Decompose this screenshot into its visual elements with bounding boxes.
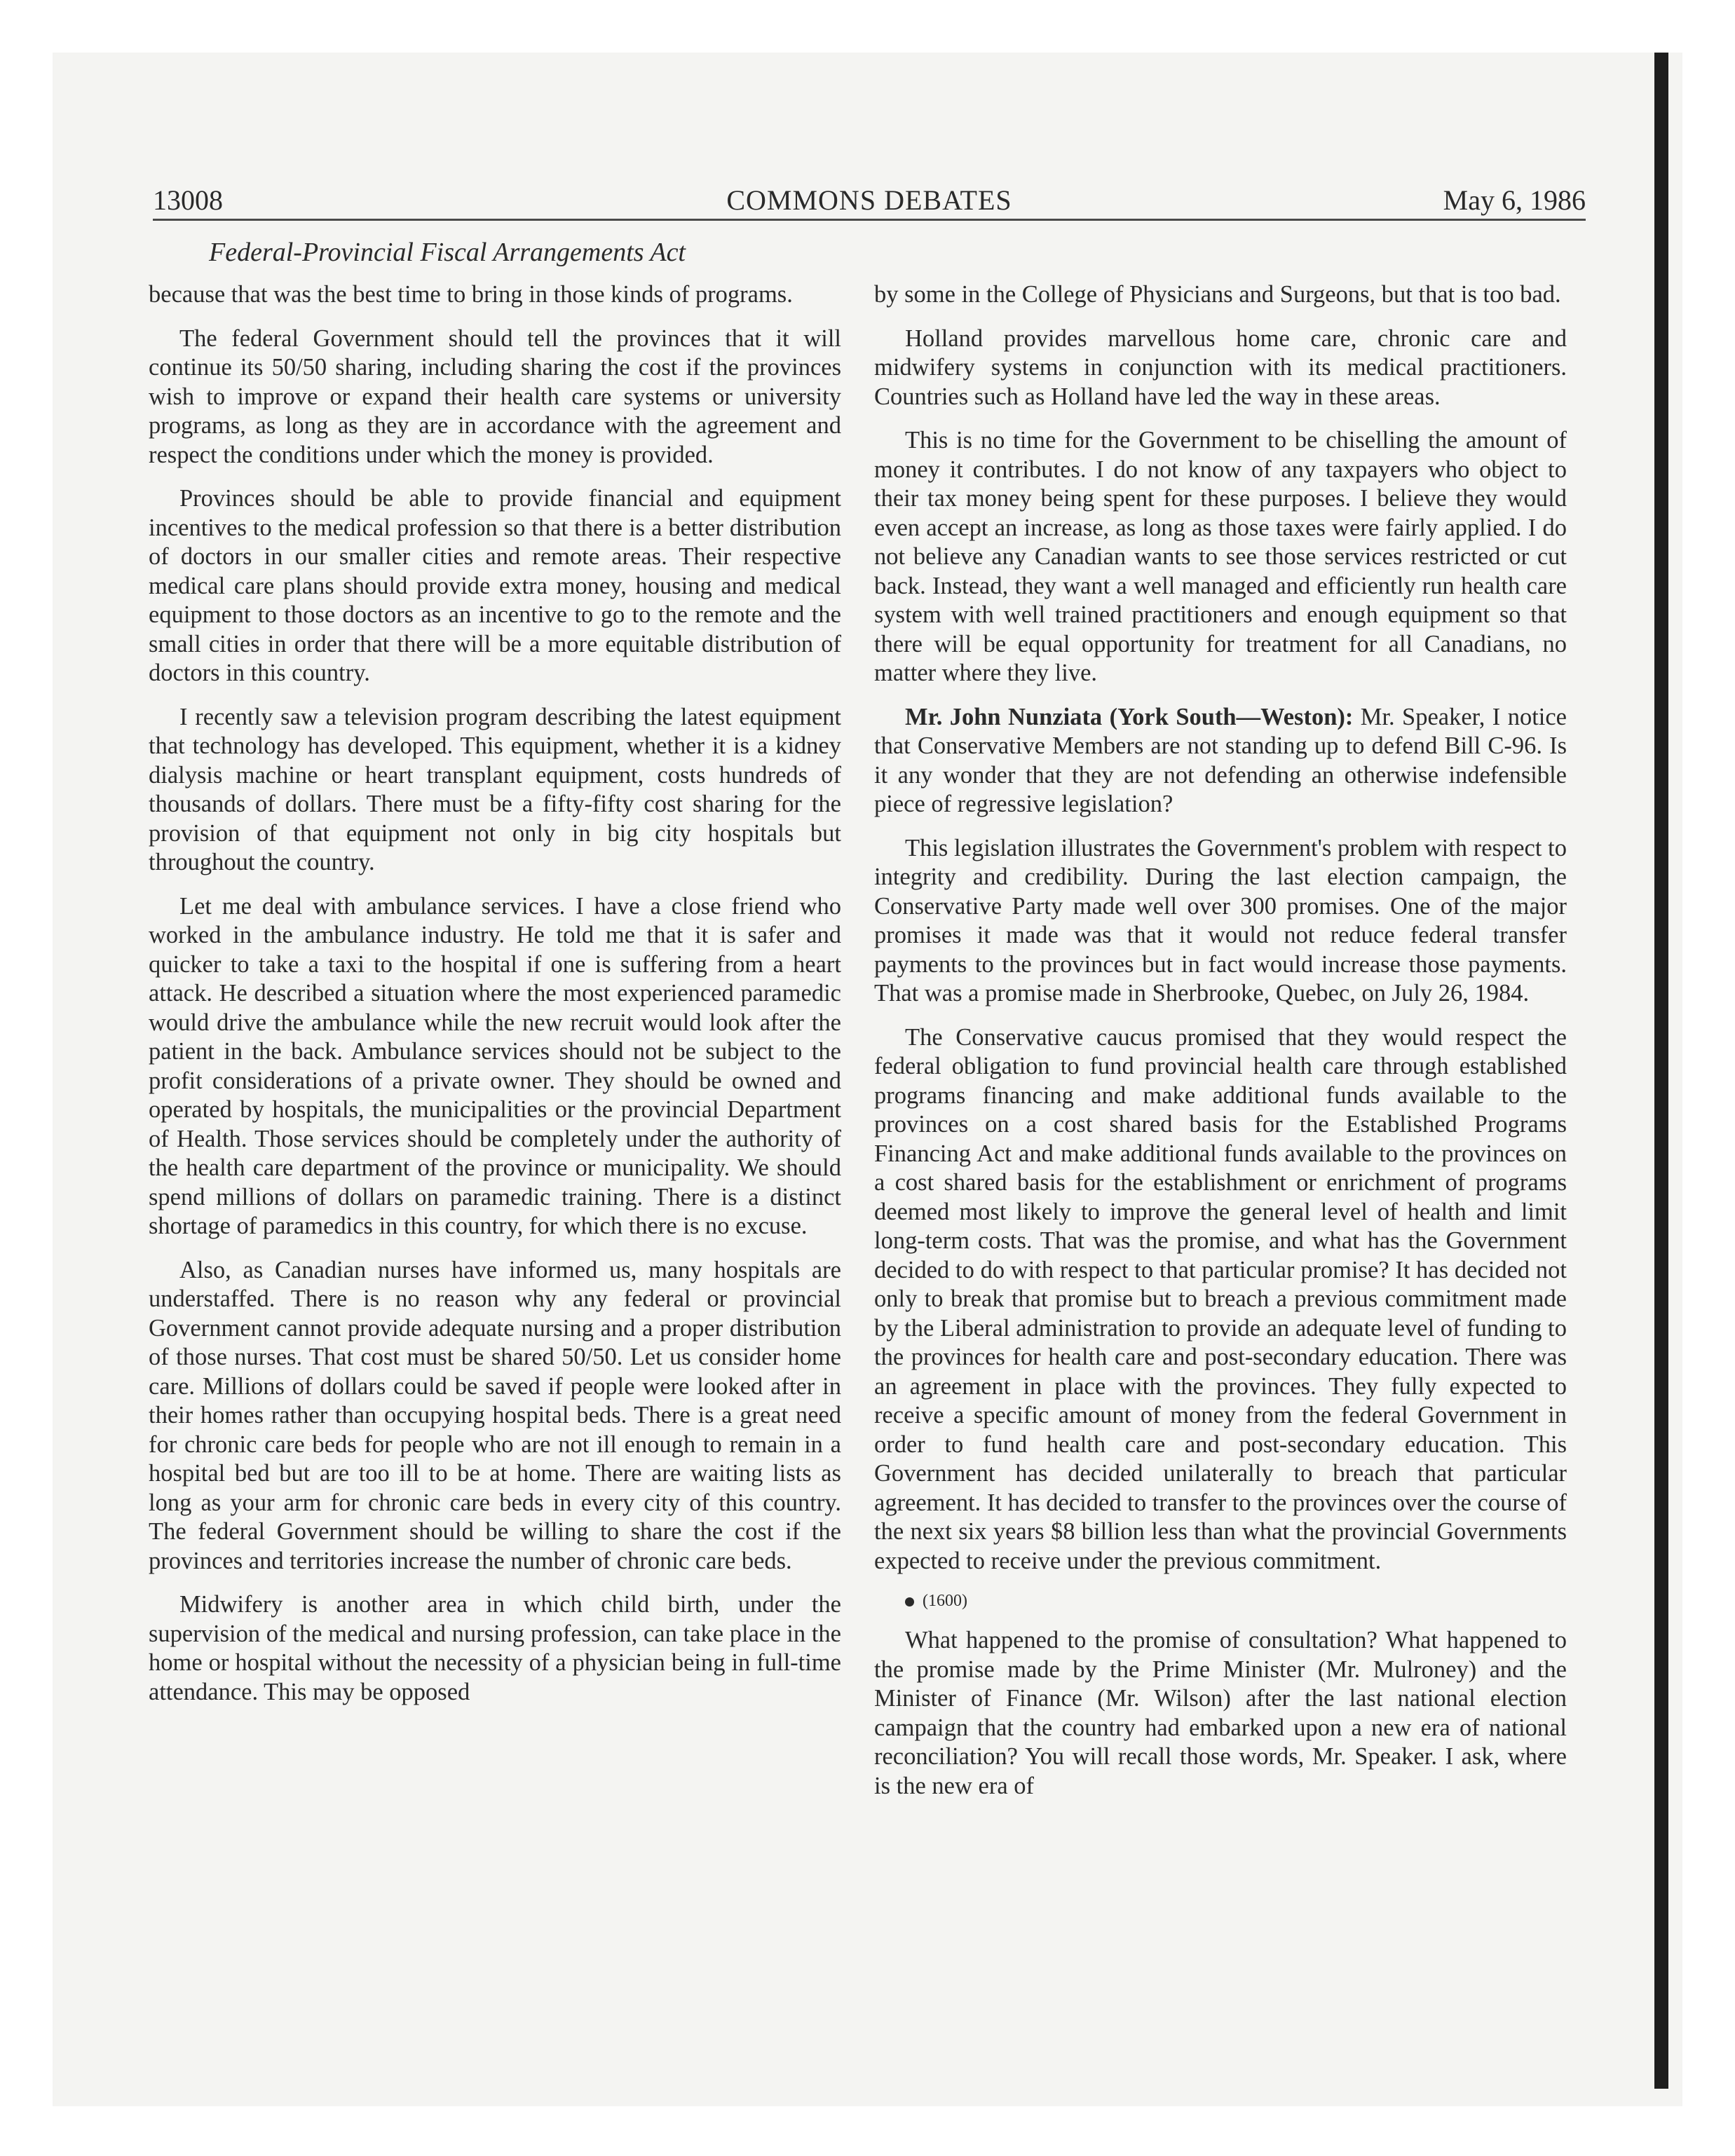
speech-text: Mr. Speaker, I notice that Conservative Members are not standing up to defend Bill C-96. Is it any wonder that they are not defending an otherwise indefensible piece of regressive legislation? — [874, 703, 1567, 817]
paragraph: The federal Government should tell the provinces that it will continue its 50/50 sharing, including sharing the cost if the provinces wish to improve or expand their health care systems or university programs, as long as they are in accordance with the agreement and respect the conditions under which the money is provided. — [149, 325, 841, 468]
paragraph: What happened to the promise of consultation? What happened to the promise made by the Prime Minister (Mr. Mulroney) and the Minister of Finance (Mr. Wilson) after the last national election campaign that the country had embarked upon a new era of national reconciliation? You will recall those words, Mr. Speaker. I ask, where is the new era of — [874, 1627, 1567, 1799]
speaker-name: Mr. John Nunziata (York South—Weston): — [905, 703, 1354, 730]
page-number: 13008 — [153, 184, 223, 216]
paragraph: This legislation illustrates the Government's problem with respect to integrity and credibility. During the last election campaign, the Conservative Party made well over 300 promises. One of the major promises it made was that it would not reduce federal transfer payments to the provinces but in fact would increase those payments. That was a promise made in Sherbrooke, Quebec, on July 26, 1984. — [874, 834, 1567, 1007]
paragraph: by some in the College of Physicians and Surgeons, but that is too bad. — [874, 281, 1561, 308]
paragraph: Let me deal with ambulance services. I have a close friend who worked in the ambulance industry. He told me that it is safer and quicker to take a taxi to the hospital if one is suffering from a heart attack. He described a situation where the most experienced paramedic would drive the ambulance while the new recruit would look after the patient in the back. Ambulance services should not be subject to the profit considerations of a private owner. They should be owned and operated by hospitals, the municipalities or the provincial Department of Health. Those services should be completely under the authority of the health care department of the province or municipality. We should spend millions of dollars on paramedic training. There is a distinct shortage of paramedics in this country, for which there is no excuse. — [149, 892, 841, 1239]
publication-date: May 6, 1986 — [1443, 184, 1586, 216]
time-marker — [874, 1590, 1567, 1611]
paragraph: The Conservative caucus promised that they would respect the federal obligation to fund provincial health care through established programs financing and make additional funds available to the provinces on a cost shared basis for the Established Programs Financing Act and make additional funds available to the provinces on a cost shared basis for the establishment or enrichment of programs deemed most likely to improve the general level of health and limit long-term costs. That was the promise, and what has the Government decided to do with respect to that particular promise? It has decided not only to break that promise but to breach a previous commitment made by the Liberal administration to provide an adequate level of funding to the provinces for health care and post-secondary education. There was an agreement in place with the provinces. They fully expected to receive a specific amount of money from the federal Government in order to fund health care and post-secondary education. This Government has decided unilaterally to breach that particular agreement. It has decided to transfer to the provinces over the course of the next six years $8 billion less than what the provincial Governments expected to receive under the previous commitment. — [874, 1023, 1567, 1574]
page-header — [153, 184, 1586, 221]
paragraph: because that was the best time to bring in those kinds of programs. — [149, 281, 793, 308]
time-marker-label: (1600) — [923, 1592, 967, 1610]
paragraph: Midwifery is another area in which child birth, under the supervision of the medical and nursing profession, can take place in the home or hospital without the necessity of a physician being in full-time attendance. This may be opposed — [149, 1591, 841, 1705]
running-head: Federal-Provincial Fiscal Arrangements Act — [209, 238, 686, 267]
left-column — [149, 280, 841, 1721]
publication-title: COMMONS DEBATES — [726, 184, 1012, 216]
right-column — [874, 280, 1567, 1815]
speech-paragraph — [874, 703, 1567, 819]
paragraph: Holland provides marvellous home care, chronic care and midwifery systems in conjunction with its medical practitioners. Countries such as Holland have led the way in these areas. — [874, 325, 1567, 410]
scan-edge-shadow — [1654, 53, 1668, 2089]
bullet-dot-icon — [905, 1597, 914, 1606]
paragraph: Also, as Canadian nurses have informed us, many hospitals are understaffed. There is no reason why any federal or provincial Government cannot provide adequate nursing and a proper distribution of those nurses. That cost must be shared 50/50. Let us consider home care. Millions of dollars could be saved if people were looked after in their homes rather than occupying hospital beds. There is a great need for chronic care beds for people who are not ill enough to remain in a hospital bed but are too ill to be at home. There are waiting lists as long as your arm for chronic care beds in every city of this country. The federal Government should be willing to share the cost if the provinces and territories increase the number of chronic care beds. — [149, 1256, 841, 1574]
paragraph: This is no time for the Government to be chiselling the amount of money it contributes. I do not know of any taxpayers who object to their tax money being spent for these purposes. I believe they would even accept an increase, as long as those taxes were fairly applied. I do not believe any Canadian wants to see those services restricted or cut back. Instead, they want a well managed and efficiently run health care system with well trained practitioners and enough equipment so that there will be equal opportunity for treatment for all Canadians, no matter where they live. — [874, 427, 1567, 686]
paragraph: I recently saw a television program describing the latest equipment that technology has developed. This equipment, whether it is a kidney dialysis machine or heart transplant equipment, costs hundreds of thousands of dollars. There must be a fifty-fifty cost sharing for the provision of that equipment not only in big city hospitals but throughout the country. — [149, 703, 841, 875]
paragraph: Provinces should be able to provide financial and equipment incentives to the medical profession so that there is a better distribution of doctors in our smaller cities and remote areas. Their respective medical care plans should provide extra money, housing and medical equipment to those doctors as an incentive to go to the remote and the small cities in order that there will be a more equitable distribution of doctors in this country. — [149, 485, 841, 686]
